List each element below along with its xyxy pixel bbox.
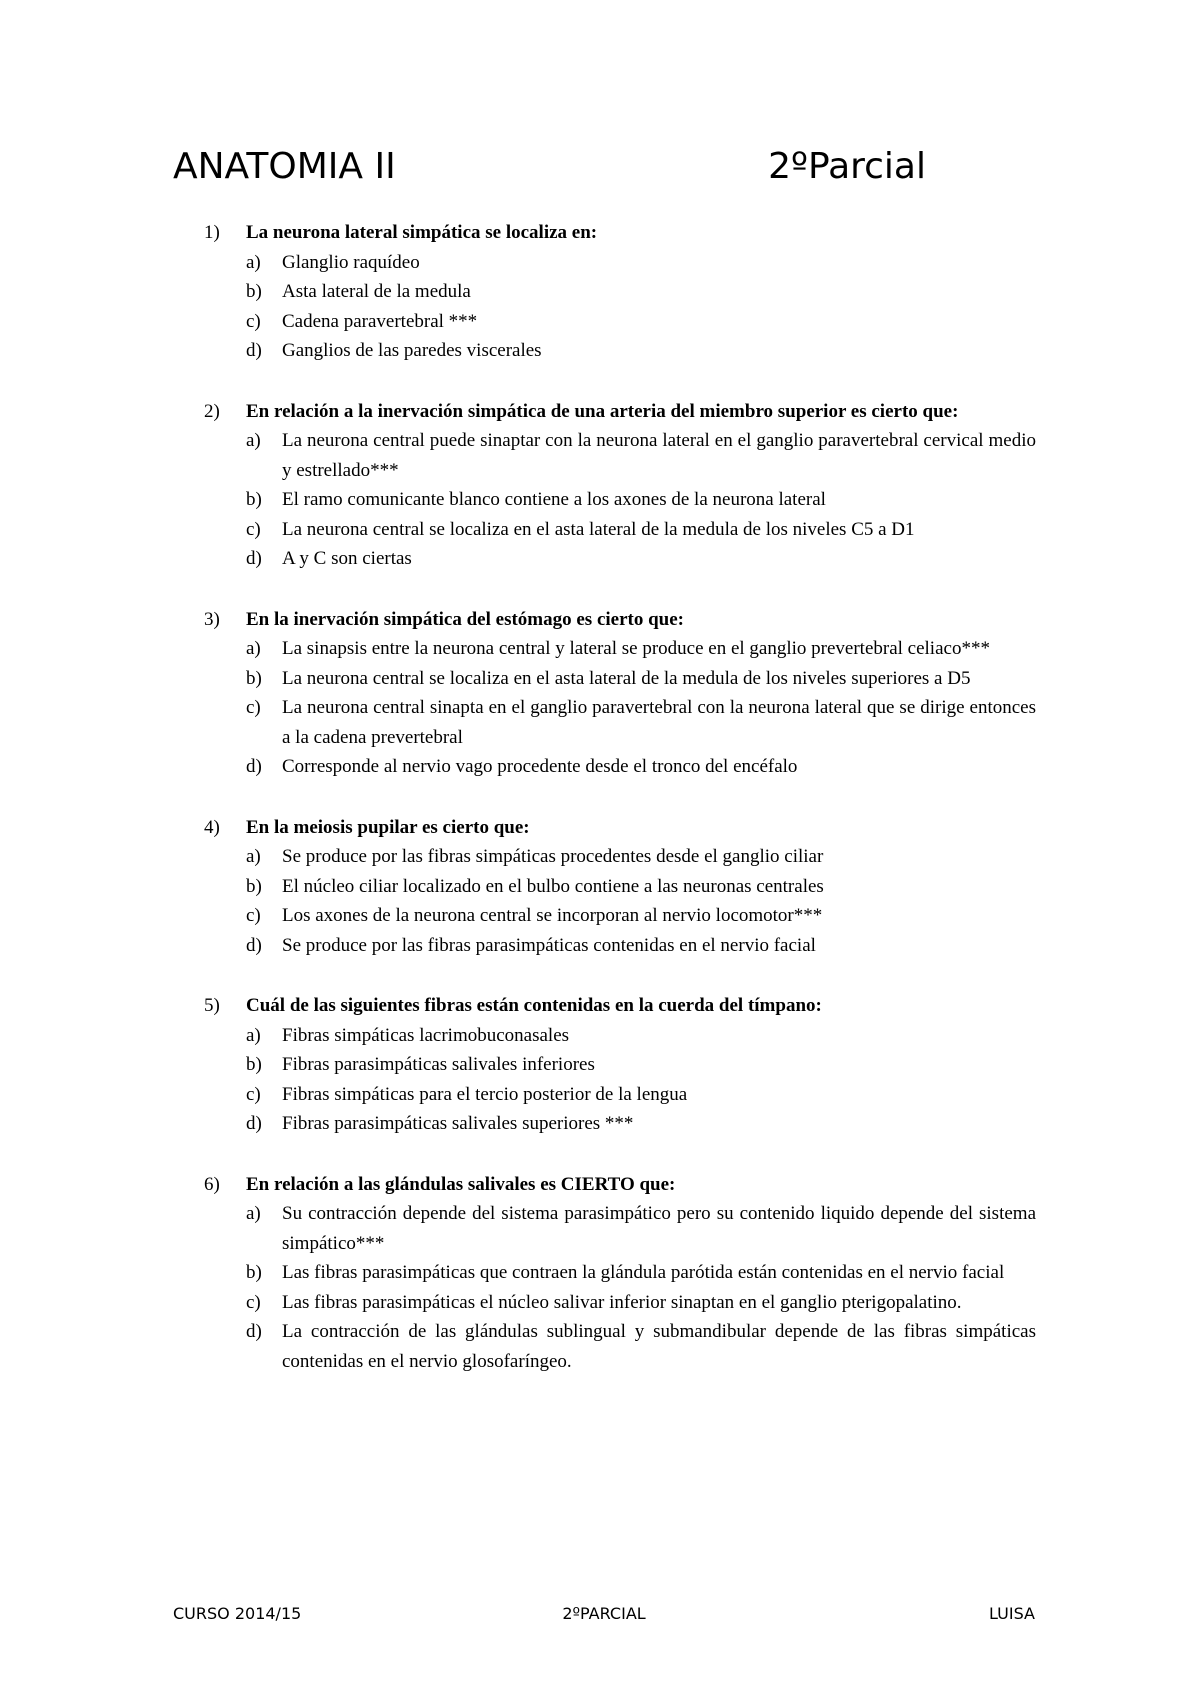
option-text: El ramo comunicante blanco contiene a los axones de la neurona lateral [282, 489, 826, 510]
option-text: Cadena paravertebral *** [282, 310, 478, 332]
question-row [204, 1170, 1036, 1200]
option-a [246, 634, 1036, 664]
question-list [204, 218, 1036, 1407]
option-b [246, 1258, 1036, 1288]
option-text: Las fibras parasimpáticas que contraen la glándula parótida están contenidas en el nervio facial [282, 1262, 1005, 1283]
option-text: La neurona central sinapta en el ganglio paravertebral con la neurona lateral que se dirige entonces a la cadena prevertebral [282, 697, 1036, 748]
option-list [246, 1199, 1036, 1376]
question-number: 5) [204, 995, 220, 1016]
option-text: Se produce por las fibras parasimpáticas contenidas en el nervio facial [282, 934, 816, 956]
question-text: En relación a las glándulas salivales es CIERTO que: [246, 1173, 676, 1195]
question-number: 6) [204, 1173, 220, 1195]
question-row [204, 397, 1036, 427]
option-letter: b) [246, 1054, 262, 1075]
option-letter: c) [246, 1083, 261, 1105]
option-d [246, 1317, 1036, 1376]
option-letter: a) [246, 638, 261, 659]
question-row [204, 991, 1036, 1021]
option-letter: d) [246, 756, 262, 777]
document-title: ANATOMIA II [173, 146, 396, 187]
option-c [246, 901, 1036, 931]
page-header [173, 146, 926, 196]
question-number: 4) [204, 816, 220, 838]
option-text: Fibras parasimpáticas salivales inferiores [282, 1054, 595, 1075]
question-text: En la inervación simpática del estómago es cierto que: [246, 608, 685, 630]
option-letter: d) [246, 1321, 262, 1342]
option-letter: c) [246, 310, 261, 332]
page-footer [173, 1604, 1035, 1628]
option-text: Fibras simpáticas para el tercio posterior de la lengua [282, 1083, 688, 1105]
question-number: 1) [204, 222, 220, 243]
option-c [246, 693, 1036, 752]
question-2 [204, 397, 1036, 574]
option-text: Las fibras parasimpáticas el núcleo salivar inferior sinaptan en el ganglio pterigopalatino. [282, 1291, 962, 1313]
option-text: La neurona central se localiza en el asta lateral de la medula de los niveles superiores a D5 [282, 667, 971, 689]
option-d [246, 752, 1036, 782]
option-letter: b) [246, 875, 262, 897]
question-text: En relación a la inervación simpática de una arteria del miembro superior es cierto que: [246, 400, 959, 422]
option-letter: c) [246, 697, 261, 718]
option-text: La contracción de las glándulas sublingual y submandibular depende de las fibras simpáticas contenidas en el nervio glosofaríngeo. [282, 1321, 1036, 1372]
question-number: 3) [204, 608, 220, 630]
question-3 [204, 605, 1036, 782]
option-b [246, 1050, 1036, 1080]
footer-exam: 2ºPARCIAL [562, 1604, 646, 1623]
option-text: La sinapsis entre la neurona central y lateral se produce en el ganglio prevertebral celiaco*** [282, 638, 990, 659]
option-letter: a) [246, 1024, 261, 1046]
option-text: El núcleo ciliar localizado en el bulbo contiene a las neuronas centrales [282, 875, 824, 897]
option-list [246, 248, 1036, 366]
option-a [246, 1021, 1036, 1051]
question-5 [204, 991, 1036, 1139]
question-text: La neurona lateral simpática se localiza en: [246, 222, 598, 243]
option-letter: d) [246, 1113, 262, 1134]
option-text: La neurona central puede sinaptar con la neurona lateral en el ganglio paravertebral cervical medio y estrellado*** [282, 430, 1036, 481]
option-a [246, 842, 1036, 872]
option-a [246, 426, 1036, 485]
option-d [246, 931, 1036, 961]
option-letter: c) [246, 905, 261, 926]
option-letter: d) [246, 340, 262, 361]
option-letter: a) [246, 430, 261, 451]
option-text: La neurona central se localiza en el asta lateral de la medula de los niveles C5 a D1 [282, 518, 915, 540]
option-c [246, 307, 1036, 337]
exam-label: 2ºParcial [768, 146, 926, 187]
option-letter: a) [246, 251, 261, 273]
option-list [246, 426, 1036, 574]
question-row [204, 218, 1036, 248]
option-text: Ganglios de las paredes viscerales [282, 340, 542, 361]
option-text: Glanglio raquídeo [282, 251, 420, 273]
option-b [246, 872, 1036, 902]
option-letter: a) [246, 846, 261, 867]
option-text: Fibras parasimpáticas salivales superiores *** [282, 1113, 634, 1134]
option-text: A y C son ciertas [282, 548, 412, 569]
question-text: En la meiosis pupilar es cierto que: [246, 816, 530, 838]
option-list [246, 634, 1036, 782]
question-number: 2) [204, 400, 220, 422]
option-text: Asta lateral de la medula [282, 281, 471, 302]
option-text: Su contracción depende del sistema parasimpático pero su contenido liquido depende del sistema simpático*** [282, 1203, 1036, 1254]
option-letter: b) [246, 1262, 262, 1283]
option-letter: a) [246, 1203, 261, 1224]
option-b [246, 485, 1036, 515]
option-text: Corresponde al nervio vago procedente desde el tronco del encéfalo [282, 756, 798, 777]
option-list [246, 842, 1036, 960]
option-c [246, 515, 1036, 545]
option-c [246, 1288, 1036, 1318]
option-letter: c) [246, 1291, 261, 1313]
option-c [246, 1080, 1036, 1110]
question-6 [204, 1170, 1036, 1377]
option-letter: d) [246, 934, 262, 956]
question-4 [204, 813, 1036, 961]
option-text: Fibras simpáticas lacrimobuconasales [282, 1024, 570, 1046]
option-a [246, 1199, 1036, 1258]
option-b [246, 277, 1036, 307]
option-letter: b) [246, 489, 262, 510]
option-d [246, 544, 1036, 574]
footer-author: LUISA [989, 1604, 1035, 1623]
option-letter: b) [246, 281, 262, 302]
option-d [246, 336, 1036, 366]
question-row [204, 605, 1036, 635]
footer-course: CURSO 2014/15 [173, 1604, 302, 1623]
question-text: Cuál de las siguientes fibras están contenidas en la cuerda del tímpano: [246, 995, 822, 1016]
option-d [246, 1109, 1036, 1139]
question-1 [204, 218, 1036, 366]
option-letter: d) [246, 548, 262, 569]
option-list [246, 1021, 1036, 1139]
question-row [204, 813, 1036, 843]
option-text: Los axones de la neurona central se incorporan al nervio locomotor*** [282, 905, 823, 926]
option-letter: c) [246, 518, 261, 540]
option-b [246, 664, 1036, 694]
option-text: Se produce por las fibras simpáticas procedentes desde el ganglio ciliar [282, 846, 824, 867]
option-letter: b) [246, 667, 262, 689]
option-a [246, 248, 1036, 278]
